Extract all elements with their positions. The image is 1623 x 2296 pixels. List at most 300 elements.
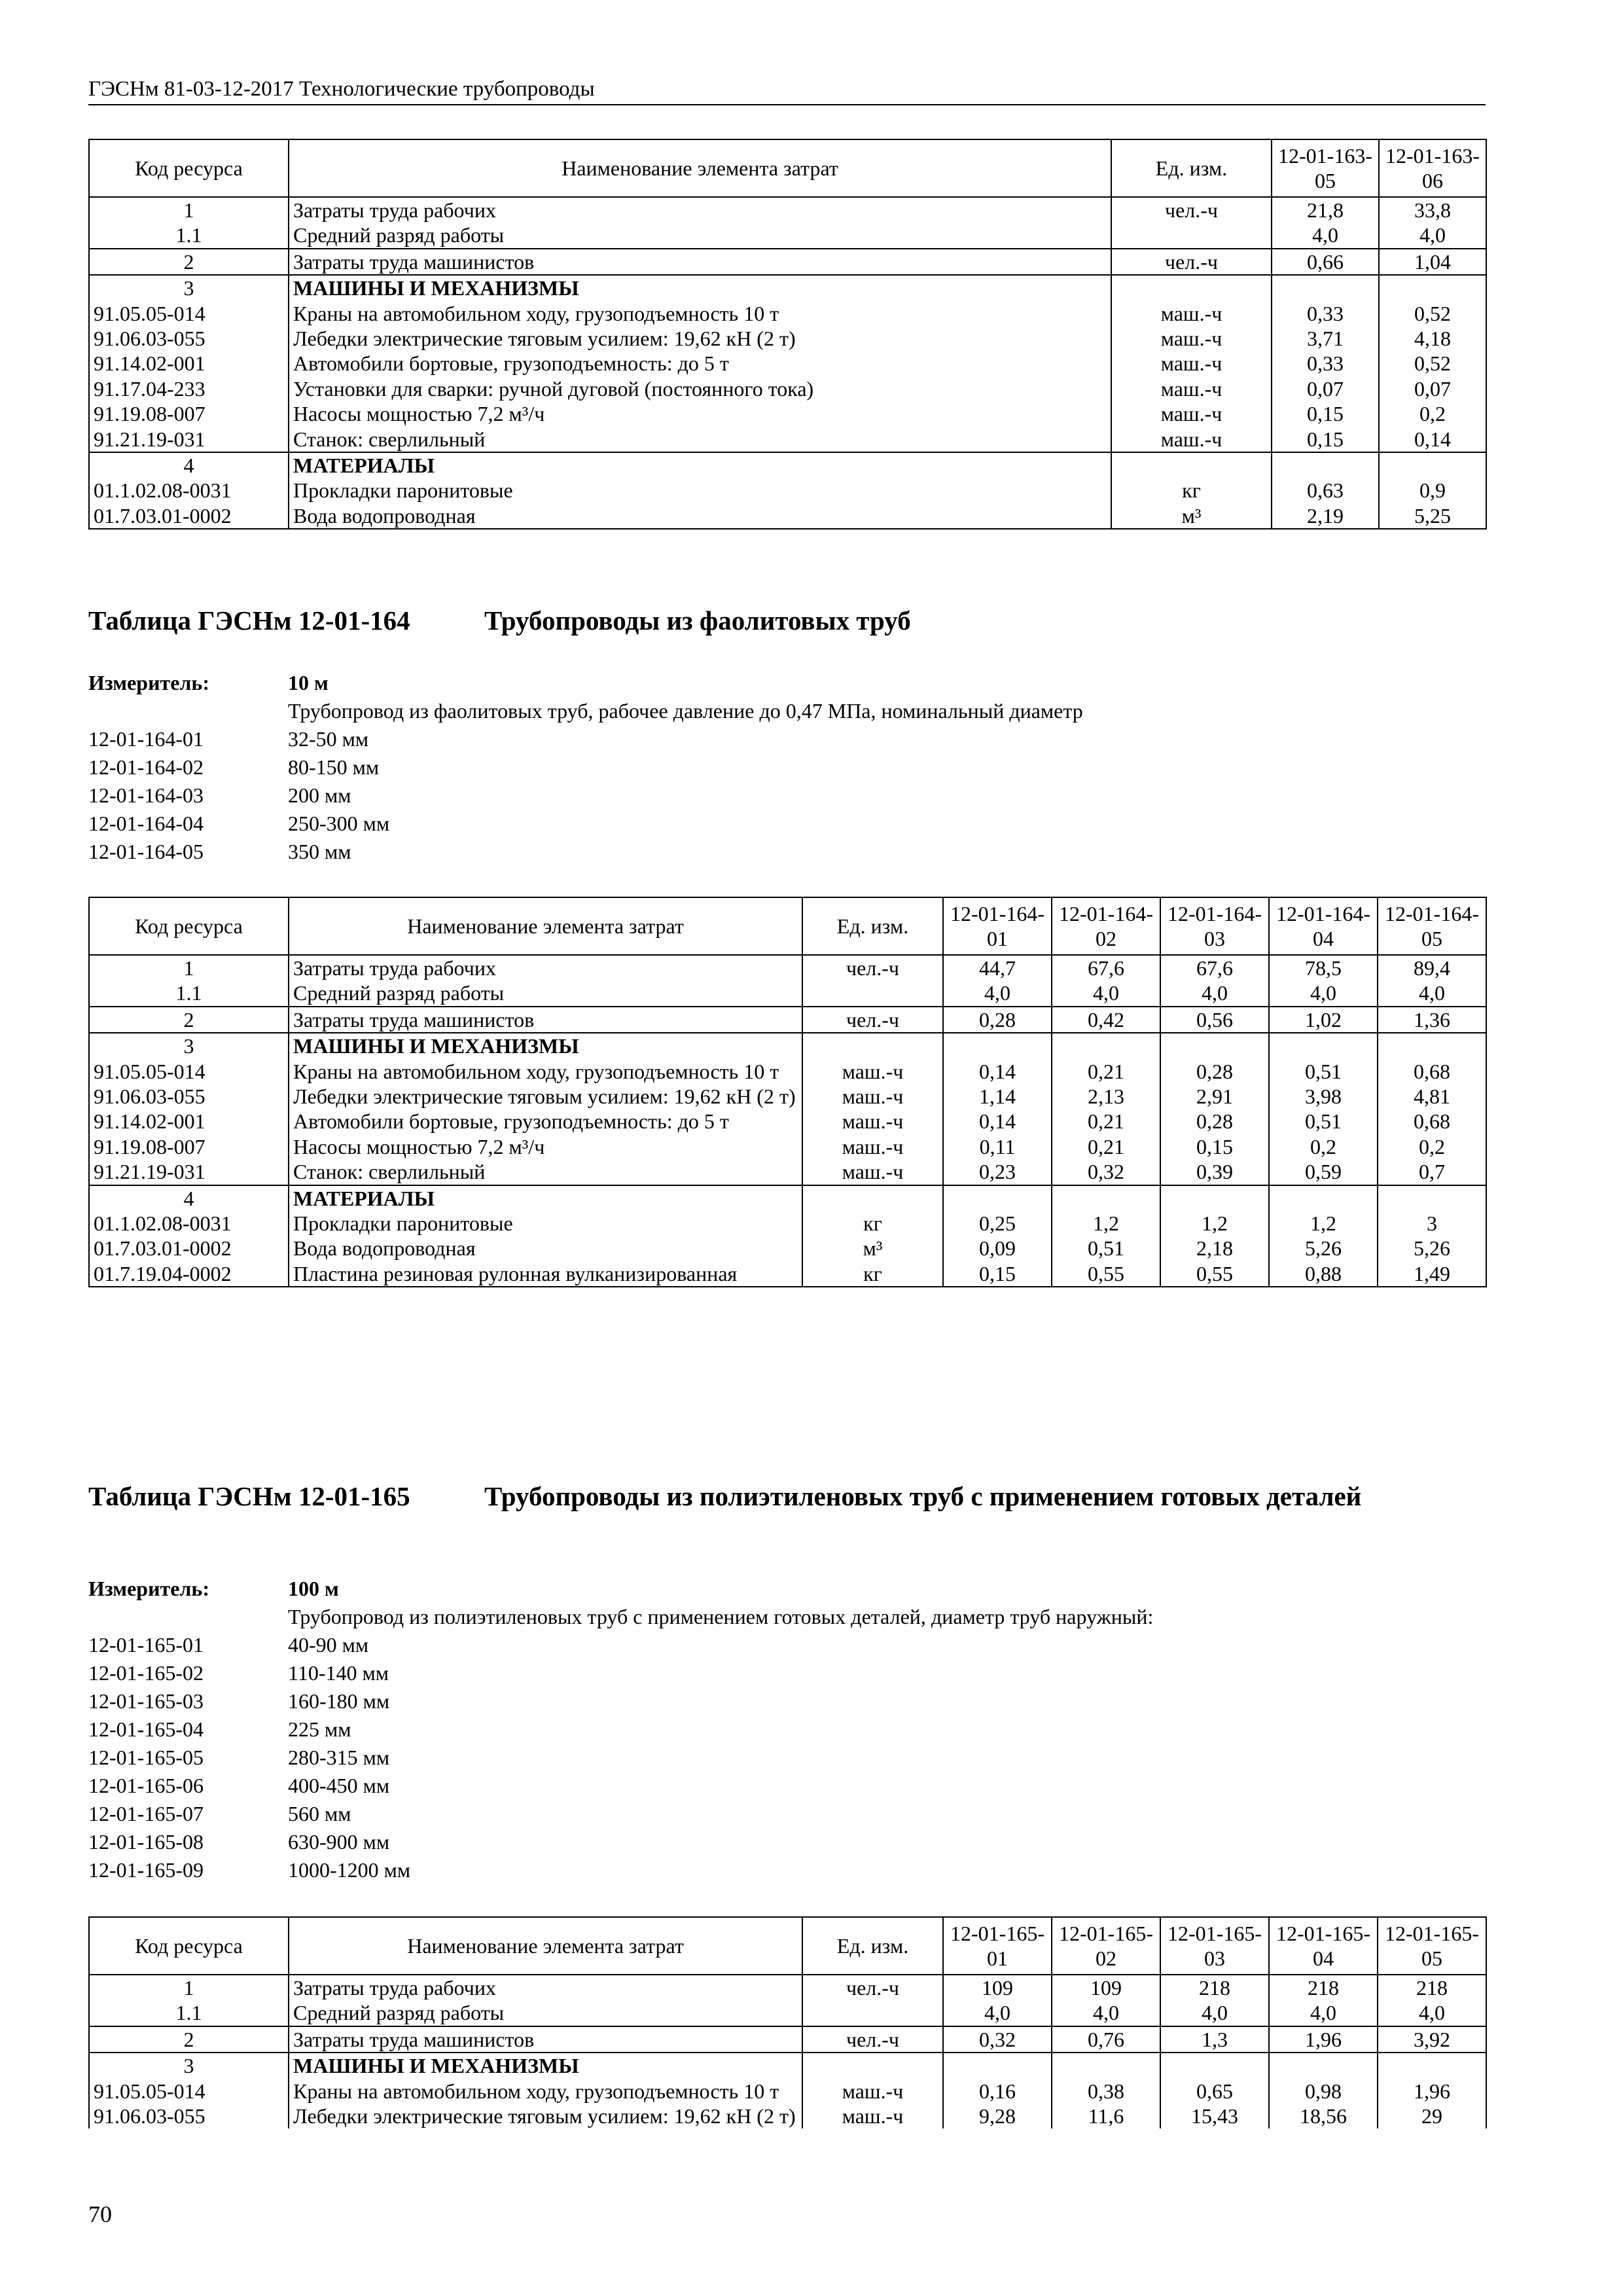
norm-value: 4,0 bbox=[943, 2000, 1052, 2026]
norm-value: 0,68 bbox=[1378, 1109, 1486, 1134]
table-row bbox=[89, 351, 1486, 376]
cost-element-name: Насосы мощностью 7,2 м³/ч bbox=[289, 401, 1111, 426]
cost-element-name: Затраты труда рабочих bbox=[289, 197, 1111, 223]
norm-value bbox=[943, 1185, 1052, 1211]
norm-item bbox=[88, 781, 1083, 810]
norm-value: 0,98 bbox=[1269, 2079, 1378, 2104]
norm-value: 4,0 bbox=[1052, 2000, 1160, 2026]
norm-code: 12-01-164-01 bbox=[88, 727, 204, 751]
norm-column-header: 12-01-164-03 bbox=[1160, 897, 1269, 955]
unit: маш.-ч bbox=[1111, 427, 1272, 452]
norm-value: 0,23 bbox=[943, 1159, 1052, 1185]
resource-code: 01.7.03.01-0002 bbox=[89, 503, 289, 529]
norm-value: 0,52 bbox=[1379, 351, 1486, 376]
norm-item bbox=[88, 1856, 1153, 1884]
cost-element-name: Средний разряд работы bbox=[289, 2000, 802, 2026]
resource-code: 1.1 bbox=[89, 2000, 289, 2026]
norm-code: 12-01-165-02 bbox=[88, 1661, 204, 1685]
cost-element-name: Автомобили бортовые, грузоподъемность: до 5 т bbox=[289, 351, 1111, 376]
norm-value: 0,28 bbox=[1160, 1059, 1269, 1084]
norm-value: 0,52 bbox=[1379, 301, 1486, 326]
table-header-row bbox=[89, 1917, 1486, 1975]
table-row bbox=[89, 2026, 1486, 2053]
name-column-header: Наименование элемента затрат bbox=[289, 1917, 802, 1975]
norm-value: 218 bbox=[1269, 1975, 1378, 2000]
norm-value: 1,02 bbox=[1269, 1007, 1378, 1033]
resource-code: 91.05.05-014 bbox=[89, 301, 289, 326]
resource-code: 91.21.19-031 bbox=[89, 1159, 289, 1185]
norm-value: 3,98 bbox=[1269, 1084, 1378, 1109]
norm-value: 218 bbox=[1160, 1975, 1269, 2000]
cost-element-name: Станок: сверлильный bbox=[289, 1159, 802, 1185]
resource-table-163 bbox=[88, 139, 1487, 529]
norm-text: 32-50 мм bbox=[288, 727, 369, 751]
cost-element-name: Прокладки паронитовые bbox=[289, 1211, 802, 1236]
norm-value: 5,26 bbox=[1269, 1236, 1378, 1261]
norm-value bbox=[1379, 275, 1486, 300]
norm-value: 2,18 bbox=[1160, 1236, 1269, 1261]
resource-code: 1 bbox=[89, 955, 289, 980]
resource-code: 91.19.08-007 bbox=[89, 1134, 289, 1159]
norm-value bbox=[1052, 2053, 1160, 2078]
norm-value: 1,2 bbox=[1269, 1211, 1378, 1236]
unit-column-header: Ед. изм. bbox=[802, 897, 943, 955]
norm-text: 280-315 мм bbox=[288, 1746, 390, 1769]
norm-value bbox=[1378, 2053, 1486, 2078]
unit-column-header: Ед. изм. bbox=[1111, 139, 1272, 197]
cost-element-name: Установки для сварки: ручной дуговой (постоянного тока) bbox=[289, 376, 1111, 401]
cost-element-name: Затраты труда машинистов bbox=[289, 249, 1111, 275]
norm-value: 0,15 bbox=[1160, 1134, 1269, 1159]
norm-value: 0,16 bbox=[943, 2079, 1052, 2104]
resource-code: 01.1.02.08-0031 bbox=[89, 478, 289, 503]
table-row bbox=[89, 1261, 1486, 1287]
norm-column-header: 12-01-163-05 bbox=[1272, 139, 1379, 197]
norm-value: 4,0 bbox=[1378, 2000, 1486, 2026]
norm-value: 0,15 bbox=[943, 1261, 1052, 1287]
norm-value: 9,28 bbox=[943, 2104, 1052, 2128]
norm-column-header: 12-01-164-04 bbox=[1269, 897, 1378, 955]
norm-value: 11,6 bbox=[1052, 2104, 1160, 2128]
table-header-row bbox=[89, 897, 1486, 955]
table-row bbox=[89, 1007, 1486, 1033]
norm-value: 0,14 bbox=[1379, 427, 1486, 452]
norm-value: 2,91 bbox=[1160, 1084, 1269, 1109]
norm-value: 0,59 bbox=[1269, 1159, 1378, 1185]
resource-table-164 bbox=[88, 897, 1487, 1287]
norm-value: 4,0 bbox=[1269, 980, 1378, 1006]
unit bbox=[802, 1033, 943, 1058]
table-row bbox=[89, 503, 1486, 529]
norm-text: 80-150 мм bbox=[288, 755, 380, 779]
resource-code: 1 bbox=[89, 197, 289, 223]
norm-value bbox=[1052, 1033, 1160, 1058]
table-row bbox=[89, 1211, 1486, 1236]
norm-value: 1,3 bbox=[1160, 2026, 1269, 2053]
unit: маш.-ч bbox=[1111, 326, 1272, 351]
norm-value: 67,6 bbox=[1052, 955, 1160, 980]
unit: кг bbox=[1111, 478, 1272, 503]
unit: маш.-ч bbox=[802, 1109, 943, 1134]
table-header-row bbox=[89, 139, 1486, 197]
norm-value: 0,2 bbox=[1269, 1134, 1378, 1159]
cost-element-name: Средний разряд работы bbox=[289, 223, 1111, 248]
norm-value: 0,38 bbox=[1052, 2079, 1160, 2104]
table-title-164 bbox=[88, 603, 1486, 643]
unit: кг bbox=[802, 1211, 943, 1236]
table-row bbox=[89, 955, 1486, 980]
table-name: Трубопроводы из фаолитовых труб bbox=[484, 605, 911, 636]
table-row bbox=[89, 2104, 1486, 2128]
norm-value: 0,21 bbox=[1052, 1134, 1160, 1159]
norm-value: 5,26 bbox=[1378, 1236, 1486, 1261]
norm-column-header: 12-01-164-02 bbox=[1052, 897, 1160, 955]
norm-value: 4,0 bbox=[1272, 223, 1379, 248]
unit: маш.-ч bbox=[1111, 401, 1272, 426]
norm-text: 400-450 мм bbox=[288, 1774, 390, 1797]
unit: кг bbox=[802, 1261, 943, 1287]
norm-item bbox=[88, 1659, 1153, 1687]
norm-value: 1,96 bbox=[1378, 2079, 1486, 2104]
norm-code: 12-01-164-05 bbox=[88, 840, 204, 863]
description-row bbox=[88, 1603, 1153, 1631]
norm-value: 0,55 bbox=[1052, 1261, 1160, 1287]
resource-code: 2 bbox=[89, 1007, 289, 1033]
norm-value: 0,63 bbox=[1272, 478, 1379, 503]
norm-value bbox=[1269, 1033, 1378, 1058]
norm-value: 3,92 bbox=[1378, 2026, 1486, 2053]
table-row bbox=[89, 1236, 1486, 1261]
norm-value: 0,51 bbox=[1269, 1059, 1378, 1084]
resource-code: 3 bbox=[89, 1033, 289, 1058]
name-column-header: Наименование элемента затрат bbox=[289, 897, 802, 955]
norm-value: 2,19 bbox=[1272, 503, 1379, 529]
unit bbox=[802, 2053, 943, 2078]
table-row bbox=[89, 376, 1486, 401]
norm-code: 12-01-164-03 bbox=[88, 783, 204, 807]
norm-value: 89,4 bbox=[1378, 955, 1486, 980]
norm-item bbox=[88, 810, 1083, 838]
resource-code: 91.14.02-001 bbox=[89, 351, 289, 376]
norm-value: 0,2 bbox=[1378, 1134, 1486, 1159]
table-row bbox=[89, 326, 1486, 351]
norm-column-header: 12-01-165-03 bbox=[1160, 1917, 1269, 1975]
norm-value bbox=[943, 1033, 1052, 1058]
unit bbox=[1111, 223, 1272, 248]
norm-column-header: 12-01-165-05 bbox=[1378, 1917, 1486, 1975]
resource-code: 91.06.03-055 bbox=[89, 1084, 289, 1109]
norm-value: 0,21 bbox=[1052, 1109, 1160, 1134]
resource-code: 01.7.19.04-0002 bbox=[89, 1261, 289, 1287]
cost-element-name: МАШИНЫ И МЕХАНИЗМЫ bbox=[289, 1033, 802, 1058]
norm-item bbox=[88, 1772, 1153, 1800]
norm-value: 0,9 bbox=[1379, 478, 1486, 503]
norm-value: 0,56 bbox=[1160, 1007, 1269, 1033]
cost-element-name: Краны на автомобильном ходу, грузоподъемность 10 т bbox=[289, 301, 1111, 326]
norm-value: 2,13 bbox=[1052, 1084, 1160, 1109]
unit: маш.-ч bbox=[802, 2079, 943, 2104]
norm-value: 109 bbox=[1052, 1975, 1160, 2000]
norm-item bbox=[88, 753, 1083, 781]
norm-value: 0,33 bbox=[1272, 301, 1379, 326]
resource-code: 91.19.08-007 bbox=[89, 401, 289, 426]
norm-item bbox=[88, 1687, 1153, 1715]
meter-value: 10 м bbox=[288, 671, 329, 694]
unit: чел.-ч bbox=[1111, 249, 1272, 275]
norm-value: 218 bbox=[1378, 1975, 1486, 2000]
norm-value: 0,28 bbox=[943, 1007, 1052, 1033]
unit bbox=[1111, 452, 1272, 478]
description-row bbox=[88, 697, 1083, 725]
norm-value: 4,0 bbox=[1378, 980, 1486, 1006]
norm-value: 0,15 bbox=[1272, 427, 1379, 452]
norm-value bbox=[1160, 1185, 1269, 1211]
spacer bbox=[88, 1603, 288, 1631]
cost-element-name: Средний разряд работы bbox=[289, 980, 802, 1006]
unit: м³ bbox=[802, 1236, 943, 1261]
norm-value: 1,04 bbox=[1379, 249, 1486, 275]
norm-value: 3,71 bbox=[1272, 326, 1379, 351]
norm-code: 12-01-165-05 bbox=[88, 1746, 204, 1769]
norm-value bbox=[1052, 1185, 1160, 1211]
norm-value: 0,11 bbox=[943, 1134, 1052, 1159]
norm-value: 0,33 bbox=[1272, 351, 1379, 376]
table-row bbox=[89, 197, 1486, 223]
table-label: Таблица ГЭСНм 12-01-164 bbox=[88, 605, 410, 636]
norm-value: 0,14 bbox=[943, 1059, 1052, 1084]
cost-element-name: Станок: сверлильный bbox=[289, 427, 1111, 452]
norm-value: 29 bbox=[1378, 2104, 1486, 2128]
table-row bbox=[89, 1109, 1486, 1134]
cost-element-name: Краны на автомобильном ходу, грузоподъемность 10 т bbox=[289, 1059, 802, 1084]
unit: чел.-ч bbox=[802, 1007, 943, 1033]
norm-value bbox=[1378, 1185, 1486, 1211]
unit: м³ bbox=[1111, 503, 1272, 529]
resource-code: 01.1.02.08-0031 bbox=[89, 1211, 289, 1236]
norm-value: 1,49 bbox=[1378, 1261, 1486, 1287]
norm-column-header: 12-01-163-06 bbox=[1379, 139, 1486, 197]
resource-code: 91.21.19-031 bbox=[89, 427, 289, 452]
norm-text: 350 мм bbox=[288, 840, 351, 863]
norm-text: 110-140 мм bbox=[288, 1661, 389, 1685]
norm-value: 4,0 bbox=[1052, 980, 1160, 1006]
norm-value bbox=[1160, 2053, 1269, 2078]
norm-value: 0,07 bbox=[1272, 376, 1379, 401]
norm-value: 0,76 bbox=[1052, 2026, 1160, 2053]
norm-value: 67,6 bbox=[1160, 955, 1269, 980]
meter-block-165 bbox=[88, 1575, 1153, 1884]
resource-code: 01.7.03.01-0002 bbox=[89, 1236, 289, 1261]
norm-value: 4,0 bbox=[943, 980, 1052, 1006]
resource-code: 91.05.05-014 bbox=[89, 2079, 289, 2104]
norm-value: 21,8 bbox=[1272, 197, 1379, 223]
resource-code: 2 bbox=[89, 2026, 289, 2053]
table-row bbox=[89, 452, 1486, 478]
table-row bbox=[89, 478, 1486, 503]
norm-value: 0,25 bbox=[943, 1211, 1052, 1236]
cost-element-name: Вода водопроводная bbox=[289, 503, 1111, 529]
norm-value: 0,55 bbox=[1160, 1261, 1269, 1287]
norm-value: 33,8 bbox=[1379, 197, 1486, 223]
meter-row bbox=[88, 669, 1083, 697]
table-row bbox=[89, 301, 1486, 326]
norm-value: 0,51 bbox=[1052, 1236, 1160, 1261]
norm-text: 225 мм bbox=[288, 1717, 351, 1741]
norm-value: 0,66 bbox=[1272, 249, 1379, 275]
norm-text: 630-900 мм bbox=[288, 1830, 390, 1854]
norm-value: 4,0 bbox=[1160, 980, 1269, 1006]
norm-code: 12-01-165-06 bbox=[88, 1774, 204, 1797]
cost-element-name: Затраты труда машинистов bbox=[289, 1007, 802, 1033]
norm-value: 0,88 bbox=[1269, 1261, 1378, 1287]
resource-code: 4 bbox=[89, 452, 289, 478]
unit bbox=[802, 1185, 943, 1211]
norm-value: 0,07 bbox=[1379, 376, 1486, 401]
table-row bbox=[89, 1134, 1486, 1159]
meter-block-164 bbox=[88, 669, 1083, 866]
norm-value: 4,0 bbox=[1269, 2000, 1378, 2026]
unit: чел.-ч bbox=[1111, 197, 1272, 223]
norm-value: 0,2 bbox=[1379, 401, 1486, 426]
resource-code: 91.17.04-233 bbox=[89, 376, 289, 401]
resource-code: 1.1 bbox=[89, 223, 289, 248]
cost-element-name: Вода водопроводная bbox=[289, 1236, 802, 1261]
norm-code: 12-01-165-04 bbox=[88, 1717, 204, 1741]
cost-element-name: Лебедки электрические тяговым усилием: 19,62 кН (2 т) bbox=[289, 326, 1111, 351]
table-title-165 bbox=[88, 1479, 1486, 1551]
cost-element-name: Затраты труда машинистов bbox=[289, 2026, 802, 2053]
resource-code: 91.06.03-055 bbox=[89, 2104, 289, 2128]
norm-value: 1,14 bbox=[943, 1084, 1052, 1109]
unit: маш.-ч bbox=[802, 1084, 943, 1109]
code-column-header: Код ресурса bbox=[89, 139, 289, 197]
norm-value: 4,18 bbox=[1379, 326, 1486, 351]
norm-text: 1000-1200 мм bbox=[288, 1858, 411, 1882]
meter-label: Измеритель: bbox=[88, 671, 209, 694]
meter-label: Измеритель: bbox=[88, 1577, 209, 1600]
unit: маш.-ч bbox=[1111, 376, 1272, 401]
norm-text: 560 мм bbox=[288, 1802, 351, 1825]
cost-element-name: МАШИНЫ И МЕХАНИЗМЫ bbox=[289, 2053, 802, 2078]
description: Трубопровод из полиэтиленовых труб с применением готовых деталей, диаметр труб наружный: bbox=[288, 1605, 1154, 1628]
norm-value: 0,68 bbox=[1378, 1059, 1486, 1084]
page-header: ГЭСНм 81-03-12-2017 Технологические трубопроводы bbox=[88, 77, 1486, 105]
cost-element-name: Затраты труда рабочих bbox=[289, 1975, 802, 2000]
norm-value bbox=[1379, 452, 1486, 478]
table-row bbox=[89, 1159, 1486, 1185]
page-number: 70 bbox=[88, 2201, 112, 2227]
table-row bbox=[89, 275, 1486, 300]
unit: маш.-ч bbox=[802, 1159, 943, 1185]
norm-value: 4,0 bbox=[1160, 2000, 1269, 2026]
table-name: Трубопроводы из полиэтиленовых труб с применением готовых деталей bbox=[484, 1481, 1362, 1511]
norm-column-header: 12-01-164-01 bbox=[943, 897, 1052, 955]
meter-row bbox=[88, 1575, 1153, 1603]
spacer bbox=[88, 697, 288, 725]
resource-code: 1 bbox=[89, 1975, 289, 2000]
norm-value: 1,2 bbox=[1160, 1211, 1269, 1236]
unit bbox=[1111, 275, 1272, 300]
table-row bbox=[89, 2079, 1486, 2104]
norm-value: 0,32 bbox=[943, 2026, 1052, 2053]
unit-column-header: Ед. изм. bbox=[802, 1917, 943, 1975]
norm-code: 12-01-165-01 bbox=[88, 1633, 204, 1657]
norm-value bbox=[1269, 2053, 1378, 2078]
description: Трубопровод из фаолитовых труб, рабочее давление до 0,47 МПа, номинальный диаметр bbox=[288, 699, 1083, 723]
norm-code: 12-01-165-07 bbox=[88, 1802, 204, 1825]
norm-code: 12-01-165-08 bbox=[88, 1830, 204, 1854]
norm-value: 44,7 bbox=[943, 955, 1052, 980]
unit bbox=[802, 980, 943, 1006]
norm-text: 200 мм bbox=[288, 783, 351, 807]
norm-item bbox=[88, 725, 1083, 753]
table-row bbox=[89, 1975, 1486, 2000]
norm-text: 160-180 мм bbox=[288, 1689, 390, 1713]
norm-value: 4,81 bbox=[1378, 1084, 1486, 1109]
table-row bbox=[89, 1033, 1486, 1058]
norm-value: 0,14 bbox=[943, 1109, 1052, 1134]
resource-code: 2 bbox=[89, 249, 289, 275]
cost-element-name: Пластина резиновая рулонная вулканизированная bbox=[289, 1261, 802, 1287]
table-row bbox=[89, 249, 1486, 275]
norm-code: 12-01-165-03 bbox=[88, 1689, 204, 1713]
unit: маш.-ч bbox=[1111, 301, 1272, 326]
cost-element-name: Затраты труда рабочих bbox=[289, 955, 802, 980]
resource-code: 91.05.05-014 bbox=[89, 1059, 289, 1084]
norm-value: 0,21 bbox=[1052, 1059, 1160, 1084]
norm-value bbox=[943, 2053, 1052, 2078]
norm-column-header: 12-01-165-04 bbox=[1269, 1917, 1378, 1975]
norm-column-header: 12-01-165-01 bbox=[943, 1917, 1052, 1975]
table-row bbox=[89, 427, 1486, 452]
norm-code: 12-01-165-09 bbox=[88, 1858, 204, 1882]
table-row bbox=[89, 1185, 1486, 1211]
table-row bbox=[89, 1084, 1486, 1109]
cost-element-name: Насосы мощностью 7,2 м³/ч bbox=[289, 1134, 802, 1159]
resource-code: 91.06.03-055 bbox=[89, 326, 289, 351]
norm-value bbox=[1378, 1033, 1486, 1058]
unit bbox=[802, 2000, 943, 2026]
cost-element-name: МАШИНЫ И МЕХАНИЗМЫ bbox=[289, 275, 1111, 300]
norm-value: 0,32 bbox=[1052, 1159, 1160, 1185]
cost-element-name: Лебедки электрические тяговым усилием: 19,62 кН (2 т) bbox=[289, 2104, 802, 2128]
unit: маш.-ч bbox=[802, 2104, 943, 2128]
norm-value bbox=[1272, 452, 1379, 478]
norm-text: 250-300 мм bbox=[288, 812, 390, 835]
norm-value: 109 bbox=[943, 1975, 1052, 2000]
norm-value: 0,09 bbox=[943, 1236, 1052, 1261]
norm-value: 0,7 bbox=[1378, 1159, 1486, 1185]
norm-column-header: 12-01-165-02 bbox=[1052, 1917, 1160, 1975]
table-row bbox=[89, 2000, 1486, 2026]
norm-item bbox=[88, 1744, 1153, 1772]
unit: маш.-ч bbox=[802, 1059, 943, 1084]
table-row bbox=[89, 401, 1486, 426]
norm-value: 0,28 bbox=[1160, 1109, 1269, 1134]
cost-element-name: Лебедки электрические тяговым усилием: 19,62 кН (2 т) bbox=[289, 1084, 802, 1109]
norm-value: 1,2 bbox=[1052, 1211, 1160, 1236]
resource-code: 91.14.02-001 bbox=[89, 1109, 289, 1134]
name-column-header: Наименование элемента затрат bbox=[289, 139, 1111, 197]
norm-item bbox=[88, 838, 1083, 866]
table-row bbox=[89, 223, 1486, 248]
norm-column-header: 12-01-164-05 bbox=[1378, 897, 1486, 955]
norm-value: 78,5 bbox=[1269, 955, 1378, 980]
table-row bbox=[89, 980, 1486, 1006]
norm-value bbox=[1160, 1033, 1269, 1058]
cost-element-name: МАТЕРИАЛЫ bbox=[289, 1185, 802, 1211]
table-label: Таблица ГЭСНм 12-01-165 bbox=[88, 1481, 410, 1511]
